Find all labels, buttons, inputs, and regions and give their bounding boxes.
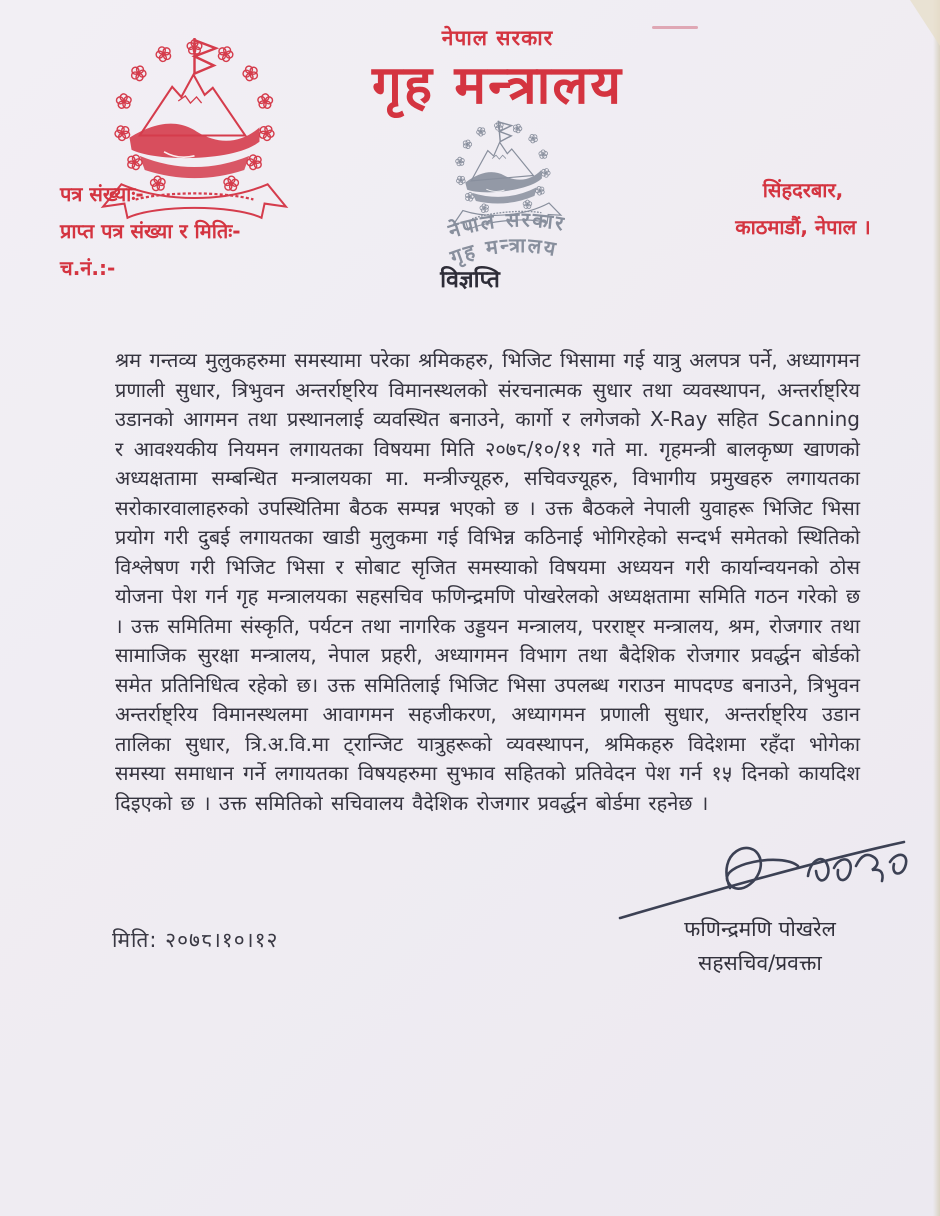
- serial-number-label: च.नं.:-: [60, 256, 116, 280]
- ministry-stamp-icon: [390, 109, 621, 283]
- stamp-line2: गृह मन्त्रालय: [446, 233, 560, 270]
- address-line2: काठमाडौं, नेपाल ।: [735, 215, 871, 239]
- notice-body: श्रम गन्तव्य मुलुकहरुमा समस्यामा परेका श्रमिकहरु, भिजिट भिसामा गई यात्रु अलपत्र पर्ने, अध्यागमन प्रणाली सुधार, त्रिभुवन अन्तर्राष्ट्रिय विमानस्थलको संरचनात्मक सुधार तथा व्यवस्थापन, अन्तर्राष्ट्रिय उडानको आगमन तथा प्रस्थानलाई व्यवस्थित बनाउने, कार्गो र लगेजको X-Ray सहित Scanning र आवश्यकीय नियमन लगायतका विषयमा मिति २०७८/१०/११ गते मा. गृहमन्त्री बालकृष्ण खाणको अध्यक्षतामा सम्बन्धित मन्त्रालयका मा. मन्त्रीज्यूहरु, सचिवज्यूहरु, विभागीय प्रमुखहरु लगायतका सरोकारवालाहरुको उपस्थितिमा बैठक सम्पन्न भएको छ । उक्त बैठकले नेपाली युवाहरू भिजिट भिसा प्रयोग गरी दुबई लगायतका खाडी मुलुकमा गई विभिन्न कठिनाई भोगिरहेको सन्दर्भ समेतको स्थितिको विश्लेषण गरी भिजिट भिसा र सोबाट सृजित समस्याको विषयमा अध्ययन गरी कार्यान्वयनको ठोस योजना पेश गर्न गृह मन्त्रालयका सहसचिव फणिन्द्रमणि पोखरेलको अध्यक्षतामा समिति गठन गरेको छ । उक्त समितिमा संस्कृति, पर्यटन तथा नागरिक उड्डयन मन्त्रालय, परराष्ट्र मन्त्रालय, श्रम, रोजगार तथा सामाजिक सुरक्षा मन्त्रालय, नेपाल प्रहरी, अध्यागमन विभाग तथा बैदेशिक रोजगार प्रवर्द्धन बोर्डको समेत प्रतिनिधित्व रहेको छ। उक्त समितिलाई भिजिट भिसा उपलब्ध गराउन मापदण्ड बनाउने, त्रिभुवन अन्तर्राष्ट्रिय विमानस्थलमा आवागमन सहजीकरण, अध्यागमन प्रणाली सुधार, अन्तर्राष्ट्रिय उडान तालिका सुधार, त्रि.अ.वि.मा ट्रान्जिट यात्रुहरूको व्यवस्थापन, श्रमिकहरु विदेशमा रहँदा भोगेका समस्या समाधान गर्ने लगायतका विषयहरुमा सुझाव सहितको प्रतिवेदन पेश गर्न १५ दिनको कायदिश दिइएको छ । उक्त समितिको सचिवालय वैदेशिक रोजगार प्रवर्द्धन बोर्डमा रहनेछ ।: [115, 348, 860, 815]
- signatory-designation: सहसचिव/प्रवक्ता: [698, 951, 822, 975]
- government-line: नेपाल सरकार: [441, 26, 554, 50]
- letter-number-label: पत्र संख्याः-: [60, 182, 144, 206]
- address-line1: सिंहदरबार,: [762, 178, 844, 202]
- address-block: [698, 172, 908, 246]
- ministry-title: गृह मन्त्रालय: [371, 55, 623, 116]
- date-line: मिति: २०७८।१०।१२: [112, 928, 279, 952]
- received-letter-label: प्राप्त पत्र संख्या र मितिः-: [60, 219, 241, 243]
- stamp-line1: नेपाल सरकार: [445, 207, 568, 243]
- signatory-name: फणिन्द्रमणि पोखरेल: [684, 917, 836, 941]
- scan-edge-artifact: [933, 0, 940, 1216]
- signatory-block: [630, 912, 890, 980]
- notice-heading: विज्ञप्ति: [440, 267, 500, 293]
